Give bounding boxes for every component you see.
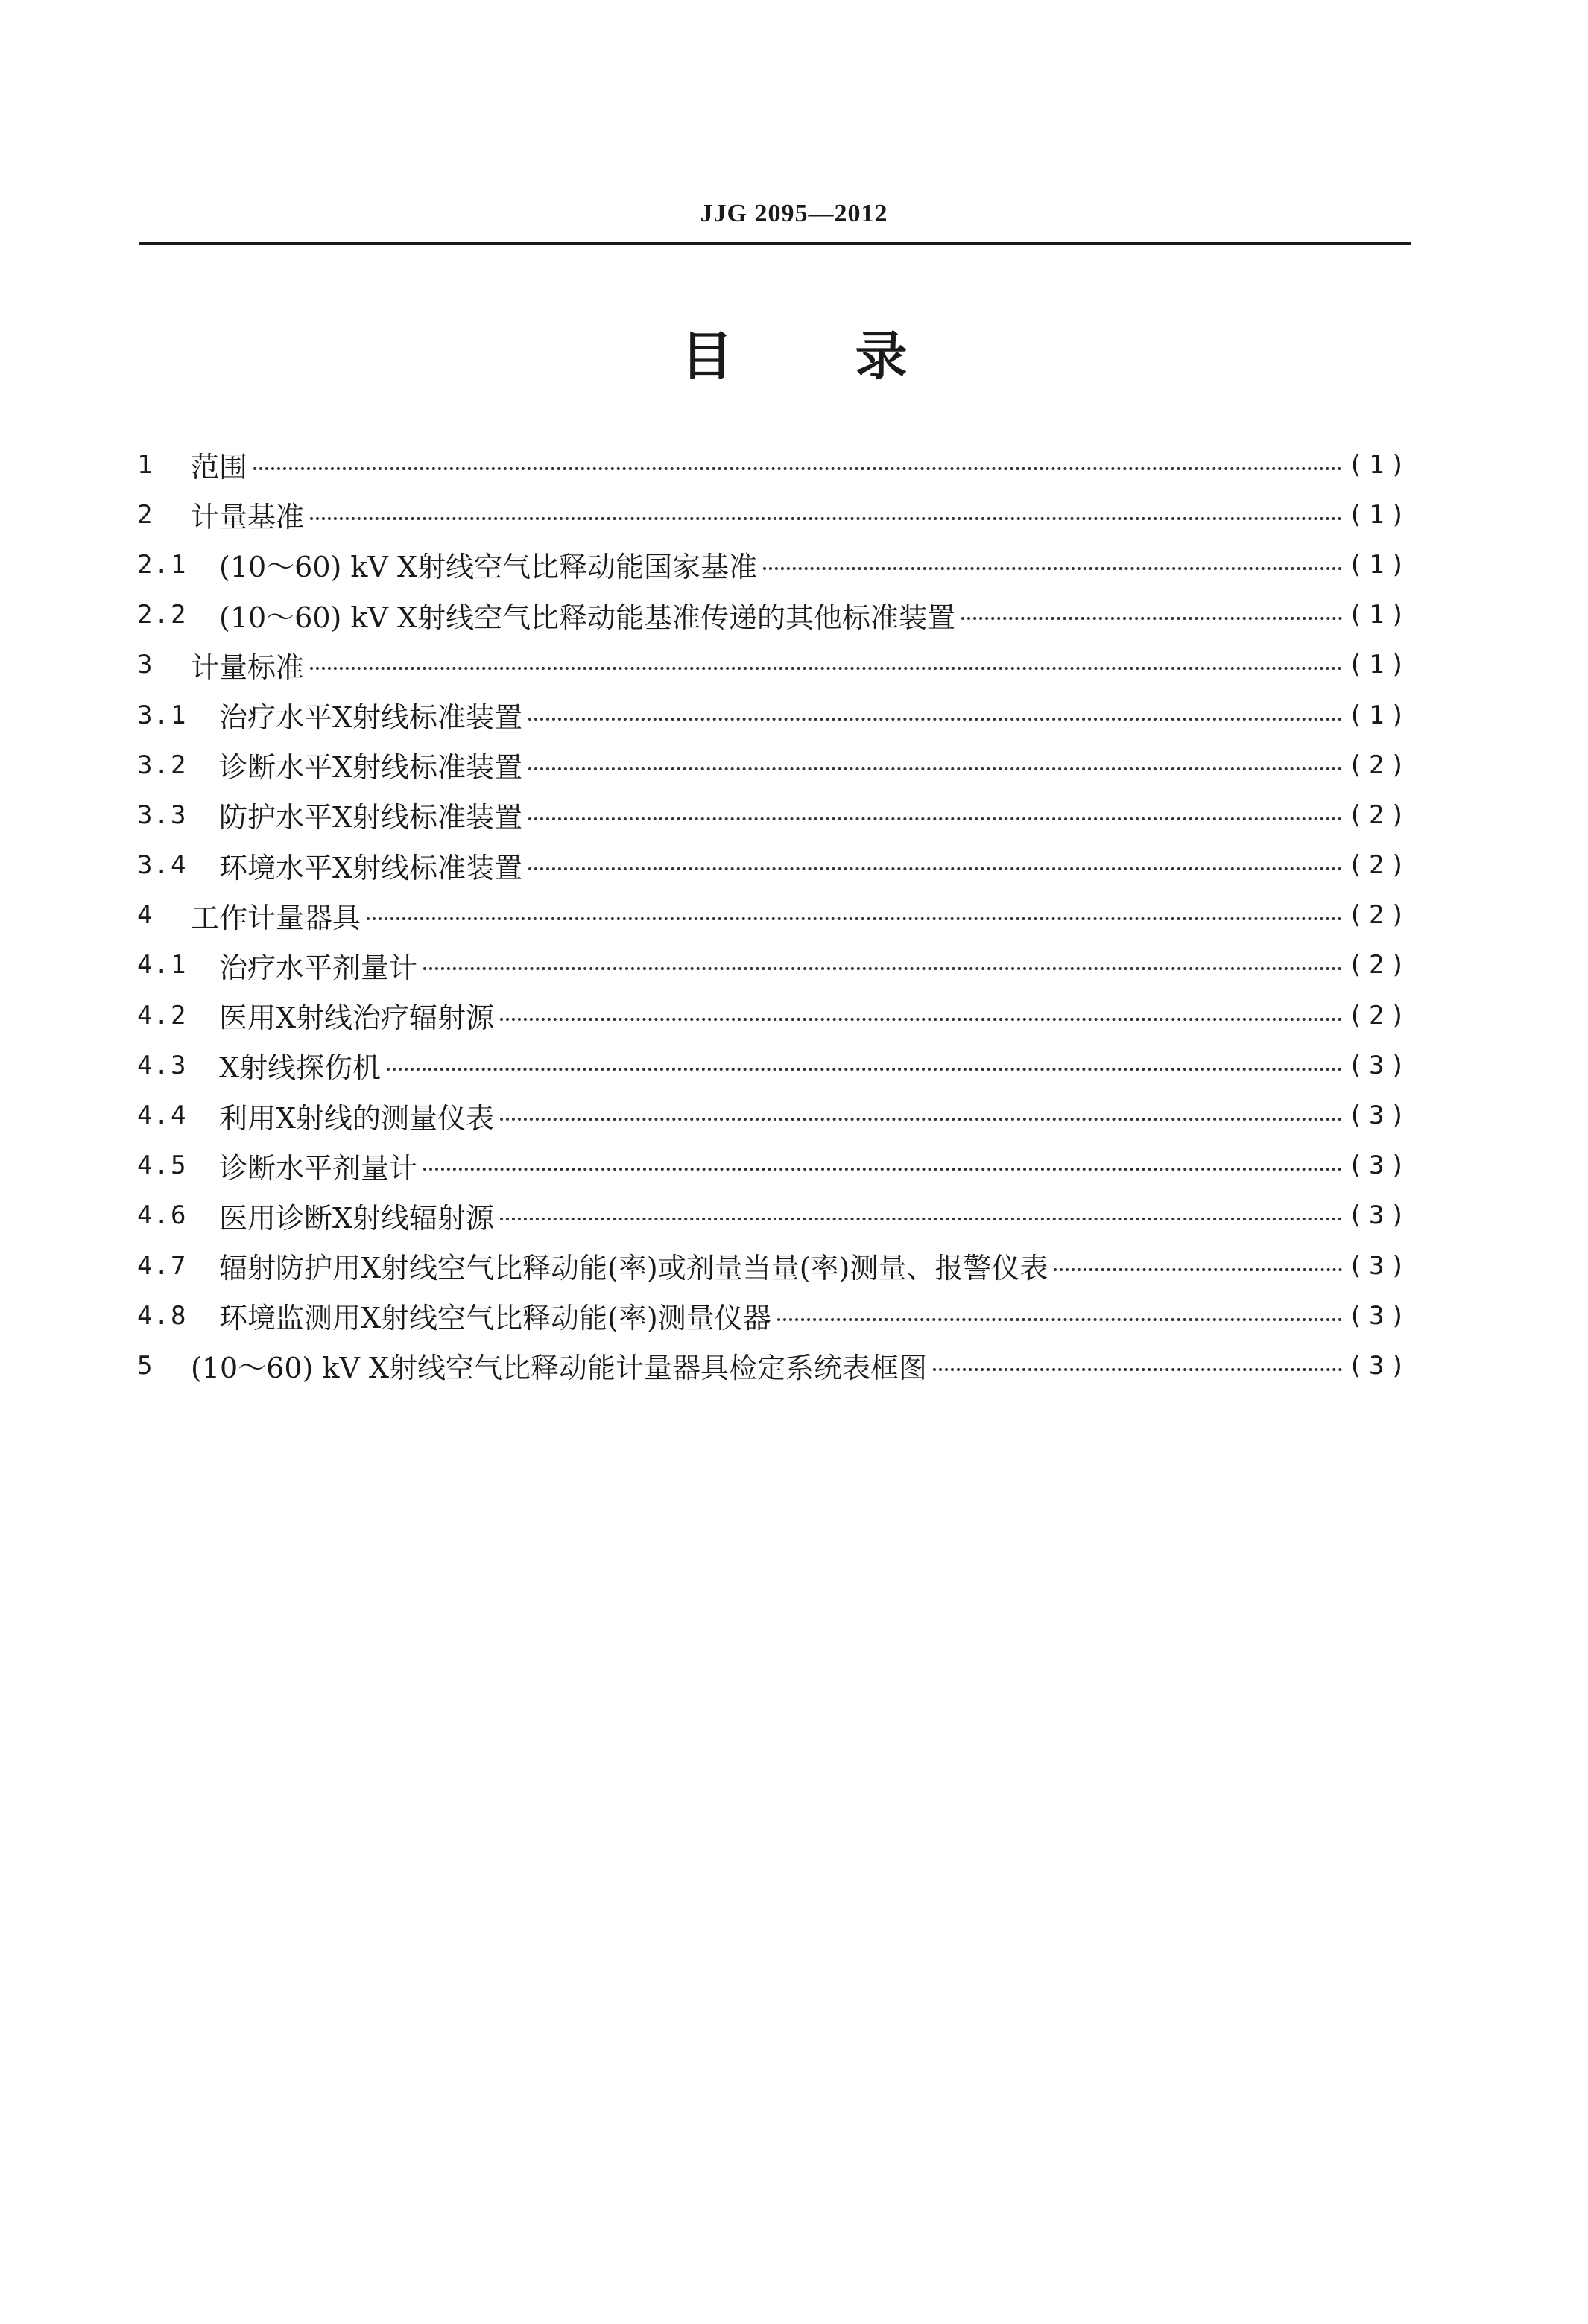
toc-entry-number: 3 [137, 650, 154, 680]
toc-dot-leader [253, 467, 1342, 470]
toc-entry-number: 3.1 [137, 700, 188, 730]
toc-entry-4-8[interactable] [137, 1291, 1411, 1340]
toc-dot-leader [933, 1368, 1342, 1371]
toc-dot-leader [763, 567, 1342, 570]
toc-entry-page: (3) [1347, 1350, 1411, 1381]
toc-entry-page: (2) [1347, 950, 1411, 981]
toc-entry-number: 3.3 [137, 800, 188, 830]
toc-entry-number: 1 [137, 449, 154, 480]
toc-entry-number: 4.5 [137, 1150, 188, 1181]
toc-entry-4-7[interactable] [137, 1241, 1411, 1291]
toc-dot-leader [500, 1018, 1342, 1021]
toc-entry-title: 诊断水平X射线标准装置 [219, 751, 523, 785]
toc-dot-leader [500, 1118, 1342, 1121]
toc-entry-title: 工作计量器具 [191, 901, 361, 934]
toc-entry-page: (1) [1347, 600, 1411, 630]
toc-dot-leader [528, 867, 1342, 870]
toc-entry-page: (1) [1347, 499, 1411, 530]
toc-entry-4-3[interactable] [137, 1040, 1411, 1090]
toc-entry-2-2[interactable] [137, 590, 1411, 640]
toc-entry-number: 4.8 [137, 1300, 188, 1331]
toc-entry-number: 4.3 [137, 1050, 188, 1080]
toc-entry-2[interactable] [137, 490, 1411, 539]
toc-entry-title: (10～60) kV X射线空气比释动能国家基准 [219, 551, 758, 584]
toc-entry-title: 防护水平X射线标准装置 [219, 801, 523, 835]
toc-dot-leader [310, 517, 1342, 520]
toc-entry-page: (3) [1347, 1050, 1411, 1080]
toc-entry-title: 利用X射线的测量仪表 [219, 1101, 495, 1135]
toc-entry-4-6[interactable] [137, 1191, 1411, 1241]
toc-entry-page: (2) [1347, 800, 1411, 830]
toc-entry-title: 医用诊断X射线辐射源 [219, 1201, 495, 1235]
toc-entry-title: 医用X射线治疗辐射源 [219, 1001, 495, 1035]
toc-entry-title: 计量基准 [191, 501, 305, 534]
toc-entry-5[interactable] [137, 1340, 1411, 1390]
toc-entry-number: 2 [137, 499, 154, 530]
toc-entry-number: 4.6 [137, 1200, 188, 1231]
toc-entry-title: 辐射防护用X射线空气比释动能(率)或剂量当量(率)测量、报警仪表 [219, 1252, 1048, 1285]
header-rule [139, 242, 1411, 245]
toc-entry-page: (3) [1347, 1200, 1411, 1231]
toc-entry-number: 4 [137, 900, 154, 931]
toc-entry-page: (2) [1347, 1000, 1411, 1030]
toc-dot-leader [777, 1318, 1342, 1321]
toc-entry-4-4[interactable] [137, 1090, 1411, 1140]
toc-dot-leader [961, 617, 1342, 620]
toc-entry-title: 诊断水平剂量计 [219, 1151, 418, 1185]
toc-entry-number: 4.7 [137, 1250, 188, 1281]
toc-dot-leader [1054, 1268, 1341, 1271]
toc-entry-title: X射线探伤机 [219, 1051, 382, 1085]
toc-dot-leader [528, 718, 1342, 721]
toc-entry-number: 3.2 [137, 750, 188, 780]
toc-dot-leader [367, 917, 1342, 920]
toc-entry-title: 治疗水平剂量计 [219, 951, 418, 984]
table-of-contents [137, 440, 1411, 1391]
toc-entry-title: (10～60) kV X射线空气比释动能计量器具检定系统表框图 [191, 1352, 928, 1385]
toc-entry-number: 4.2 [137, 1000, 188, 1030]
toc-entry-title: (10～60) kV X射线空气比释动能基准传递的其他标准装置 [219, 601, 956, 634]
toc-entry-2-1[interactable] [137, 539, 1411, 589]
toc-dot-leader [423, 1168, 1342, 1171]
toc-dot-leader [528, 817, 1342, 820]
toc-entry-page: (2) [1347, 850, 1411, 881]
toc-entry-3-2[interactable] [137, 740, 1411, 790]
toc-entry-4-1[interactable] [137, 940, 1411, 990]
toc-entry-page: (3) [1347, 1300, 1411, 1331]
toc-entry-title: 计量标准 [191, 650, 305, 684]
toc-entry-number: 4.4 [137, 1101, 188, 1131]
toc-entry-3-3[interactable] [137, 790, 1411, 840]
toc-title-char-1: 目 [680, 326, 733, 387]
toc-entry-4[interactable] [137, 890, 1411, 940]
toc-entry-title: 环境监测用X射线空气比释动能(率)测量仪器 [219, 1302, 771, 1335]
toc-entry-number: 5 [137, 1350, 154, 1381]
toc-entry-4-2[interactable] [137, 990, 1411, 1040]
toc-dot-leader [500, 1218, 1342, 1220]
toc-entry-title: 范围 [191, 451, 248, 484]
toc-dot-leader [423, 967, 1342, 970]
toc-entry-1[interactable] [137, 440, 1411, 490]
toc-title [0, 326, 1588, 386]
standard-code-header: JJG 2095—2012 [700, 200, 888, 227]
toc-entry-page: (1) [1347, 549, 1411, 580]
toc-entry-page: (2) [1347, 900, 1411, 931]
toc-entry-page: (3) [1347, 1250, 1411, 1281]
toc-entry-title: 治疗水平X射线标准装置 [219, 701, 523, 735]
toc-dot-leader [310, 667, 1342, 670]
toc-entry-3-4[interactable] [137, 840, 1411, 890]
toc-entry-number: 2.2 [137, 600, 188, 630]
toc-entry-number: 2.1 [137, 549, 188, 580]
toc-entry-page: (3) [1347, 1150, 1411, 1181]
toc-dot-leader [528, 767, 1342, 770]
toc-entry-page: (1) [1347, 700, 1411, 730]
toc-entry-page: (2) [1347, 750, 1411, 780]
toc-entry-page: (3) [1347, 1101, 1411, 1131]
toc-entry-number: 3.4 [137, 850, 188, 881]
toc-entry-3[interactable] [137, 640, 1411, 690]
toc-entry-page: (1) [1347, 650, 1411, 680]
toc-dot-leader [387, 1068, 1342, 1071]
toc-entry-4-5[interactable] [137, 1141, 1411, 1191]
toc-title-char-2: 录 [855, 326, 908, 387]
toc-entry-page: (1) [1347, 449, 1411, 480]
toc-entry-title: 环境水平X射线标准装置 [219, 851, 523, 884]
toc-entry-3-1[interactable] [137, 690, 1411, 740]
toc-entry-number: 4.1 [137, 950, 188, 981]
